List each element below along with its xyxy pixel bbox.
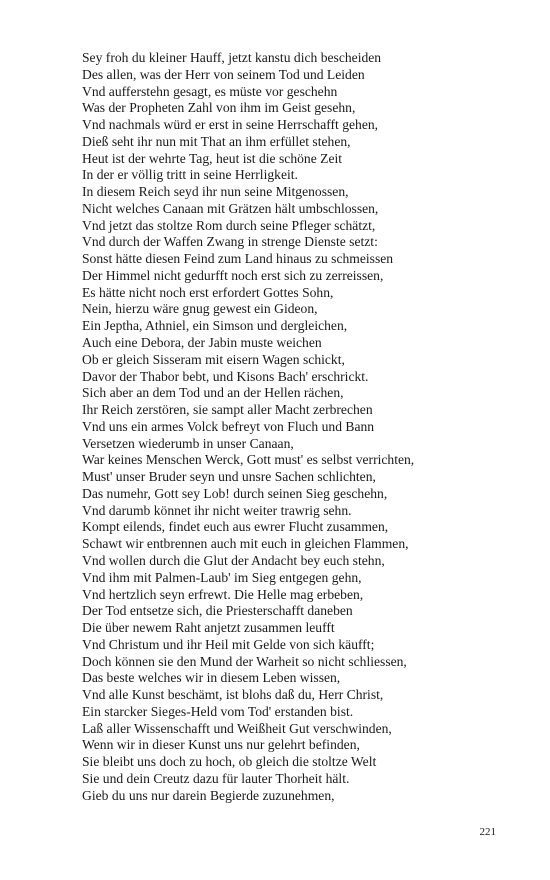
poem-line: Ein Jeptha, Athniel, ein Simson und dergleichen, [82,318,348,334]
poem-line: Gieb du uns nur darein Begierde zuzunehmen, [82,787,335,803]
poem-line: Auch eine Debora, der Jabin muste weichen [82,335,322,351]
poem-line: Davor der Thabor bebt, und Kisons Bach' erschrickt. [82,368,369,384]
poem-line: Wenn wir in dieser Kunst uns nur gelehrt befinden, [82,737,360,753]
poem-line: Heut ist der wehrte Tag, heut ist die schöne Zeit [82,150,343,166]
poem-line: Nein, hierzu wäre gnug gewest ein Gideon, [82,301,318,317]
poem-line: Was der Propheten Zahl von ihm im Geist gesehn, [82,100,356,116]
poem-line: Vnd darumb könnet ihr nicht weiter trawrig sehn. [82,502,352,518]
poem-line: Vnd nachmals würd er erst in seine Herrschafft gehen, [82,117,379,133]
page-number: 221 [479,826,496,838]
poem-line: Vnd Christum und ihr Heil mit Gelde von sich käufft; [82,636,375,652]
poem-line: Das beste welches wir in diesem Leben wissen, [82,670,341,686]
poem-line: Vnd wollen durch die Glut der Andacht bey euch stehn, [82,552,385,568]
poem-line: Kompt eilends, findet euch aus ewrer Flucht zusammen, [82,519,389,535]
poem-line: Laß aller Wissenschafft und Weißheit Gut verschwinden, [82,720,392,736]
poem-line: War keines Menschen Werck, Gott must' es selbst verrichten, [82,452,415,468]
poem-line: Sie bleibt uns doch zu hoch, ob gleich die stoltze Welt [82,754,377,770]
poem-line: Must' unser Bruder seyn und unsre Sachen schlichten, [82,469,376,485]
poem-line: Vnd uns ein armes Volck befreyt von Fluch und Bann [82,418,375,434]
poem-line: Vnd alle Kunst beschämt, ist blohs daß du, Herr Christ, [82,687,384,703]
poem-line: Das numehr, Gott sey Lob! durch seinen Sieg geschehn, [82,485,388,501]
poem-line: Die über newem Raht anjetzt zusammen leufft [82,620,335,636]
poem-line: Sonst hätte diesen Feind zum Land hinaus zu schmeissen [82,251,394,267]
poem-line: Nicht welches Canaan mit Grätzen hält umbschlossen, [82,200,379,216]
poem-line: Ob er gleich Sisseram mit eisern Wagen schickt, [82,351,345,367]
poem-line: Schawt wir entbrennen auch mit euch in gleichen Flammen, [82,536,409,552]
poem-line: Doch können sie den Mund der Warheit so nicht schliessen, [82,653,407,669]
poem-line: Sie und dein Creutz dazu für lauter Thorheit hält. [82,770,350,786]
poem-line: Vnd aufferstehn gesagt, es müste vor geschehn [82,83,338,99]
poem-line: Vnd ihm mit Palmen-Laub' im Sieg entgegen gehn, [82,569,362,585]
poem-line: Des allen, was der Herr von seinem Tod und Leiden [82,66,365,82]
poem-line: In der er völlig tritt in seine Herrligkeit. [82,167,298,183]
poem-line: Vnd jetzt das stoltze Rom durch seine Pfleger schätzt, [82,217,376,233]
poem-line: Ihr Reich zerstören, sie sampt aller Macht zerbrechen [82,402,373,418]
poem-line: Sich aber an dem Tod und an der Hellen rächen, [82,385,344,401]
poem-line: Vnd durch der Waffen Zwang in strenge Dienste setzt: [82,234,378,250]
poem-line: Der Tod entsetze sich, die Priesterschafft daneben [82,603,353,619]
poem-text [82,50,414,804]
poem-line: Ein starcker Sieges-Held vom Tod' erstanden bist. [82,703,354,719]
poem-line: Sey froh du kleiner Hauff, jetzt kanstu dich bescheiden [82,50,382,65]
poem-line: Der Himmel nicht gedurfft noch erst sich zu zerreissen, [82,267,384,283]
poem-line: In diesem Reich seyd ihr nun seine Mitgenossen, [82,184,349,200]
poem-line: Dieß seht ihr nun mit That an ihm erfüllet stehen, [82,133,351,149]
poem-line: Vnd hertzlich seyn erfrewt. Die Helle mag erbeben, [82,586,364,602]
poem-line: Es hätte nicht noch erst erfordert Gottes Sohn, [82,284,334,300]
poem-line: Versetzen wiederumb in unser Canaan, [82,435,294,451]
